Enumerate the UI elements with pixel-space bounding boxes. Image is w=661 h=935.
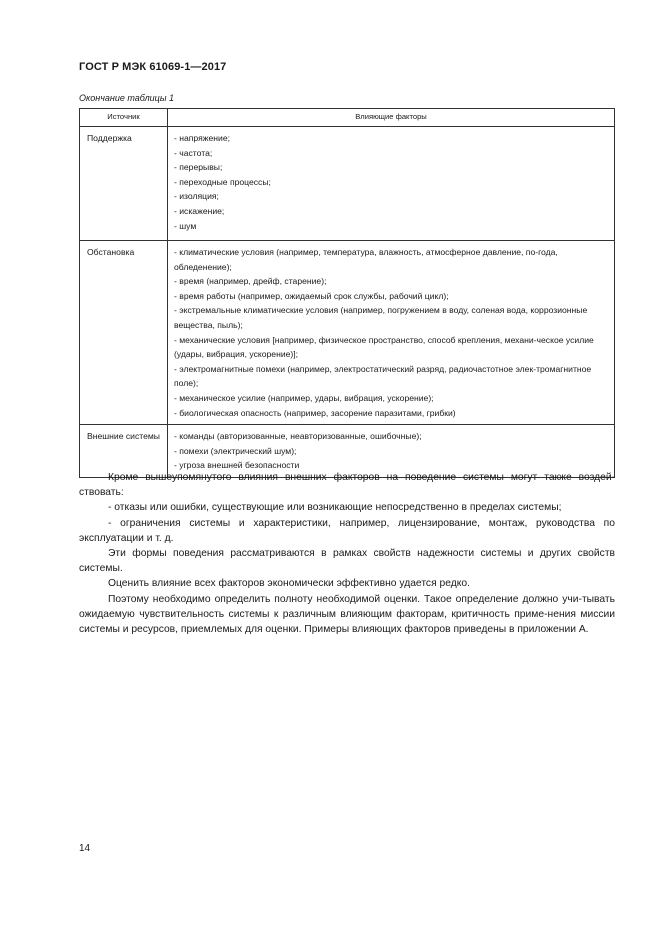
factor-item: - время (например, дрейф, старение); xyxy=(174,276,327,287)
influence-factors-table xyxy=(79,108,615,478)
paragraph: Оценить влияние всех факторов экономически эффективно удается редко. xyxy=(108,578,470,590)
factor-item: - перерывы; xyxy=(174,162,223,173)
column-header-factors: Влияющие факторы xyxy=(168,109,615,127)
factors-cell xyxy=(168,127,615,241)
factors-cell xyxy=(168,241,615,425)
list-item: - отказы или ошибки, существующие или возникающие непосредственно в пределах системы; xyxy=(108,502,562,514)
factor-item: - помехи (электрический шум); xyxy=(174,445,297,456)
factor-item: - экстремальные климатические условия (например, погружением в воду, соленая вода, коррозионные вещества, пыль); xyxy=(174,305,588,330)
factor-item: - шум xyxy=(174,220,197,231)
paragraph: Кроме вышеупомянутого влияния внешних факторов на поведение системы могут также воздей-ствовать: xyxy=(79,472,615,499)
factor-item: - механическое усилие (например, удары, вибрация, ускорение); xyxy=(174,392,434,403)
factor-item: - биологическая опасность (например, засорение паразитами, грибки) xyxy=(174,407,456,418)
body-text xyxy=(79,470,615,637)
page-number: 14 xyxy=(79,843,91,854)
standard-title: ГОСТ Р МЭК 61069-1—2017 xyxy=(79,61,227,73)
column-header-source: Источник xyxy=(80,109,168,127)
table-row-environment xyxy=(80,241,615,425)
source-cell: Внешние системы xyxy=(80,425,168,478)
source-cell: Обстановка xyxy=(80,241,168,425)
list-item: - ограничения системы и характеристики, например, лицензирование, монтаж, руководства по эксплуатации и т. д. xyxy=(79,517,615,544)
factor-item: - искажение; xyxy=(174,205,225,216)
factor-item: - время работы (например, ожидаемый срок службы, рабочий цикл); xyxy=(174,290,449,301)
table-caption: Окончание таблицы 1 xyxy=(79,93,174,103)
table-header-row xyxy=(80,109,615,127)
factor-item: - климатические условия (например, температура, влажность, атмосферное давление, по-года, обледенение); xyxy=(174,247,558,272)
factor-item: - команды (авторизованные, неавторизованные, ошибочные); xyxy=(174,431,422,442)
factor-item: - частота; xyxy=(174,147,213,158)
source-cell: Поддержка xyxy=(80,127,168,241)
factor-item: - угроза внешней безопасности xyxy=(174,460,300,471)
factor-item: - переходные процессы; xyxy=(174,176,271,187)
factor-item: - изоляция; xyxy=(174,191,219,202)
table-row-support xyxy=(80,127,615,241)
factor-item: - электромагнитные помехи (например, электростатический разряд, радиочастотное элек-тромагнитное поле); xyxy=(174,363,592,389)
factor-item: - напряжение; xyxy=(174,133,231,143)
factor-item: - механические условия [например, физическое пространство, способ крепления, механи-ческое усилие (удары, вибрация, ускорение)]; xyxy=(174,334,594,360)
paragraph: Эти формы поведения рассматриваются в рамках свойств надежности системы и других свойств системы. xyxy=(79,548,615,575)
paragraph: Поэтому необходимо определить полноту необходимой оценки. Такое определение должно учи-тывать ожидаемую чувствительность системы к различным влияющим факторам, критичность приме-нения миссии системы и ресурсов, приемлемых для оценки. Примеры влияющих факторов приведены в приложении А. xyxy=(79,593,615,636)
